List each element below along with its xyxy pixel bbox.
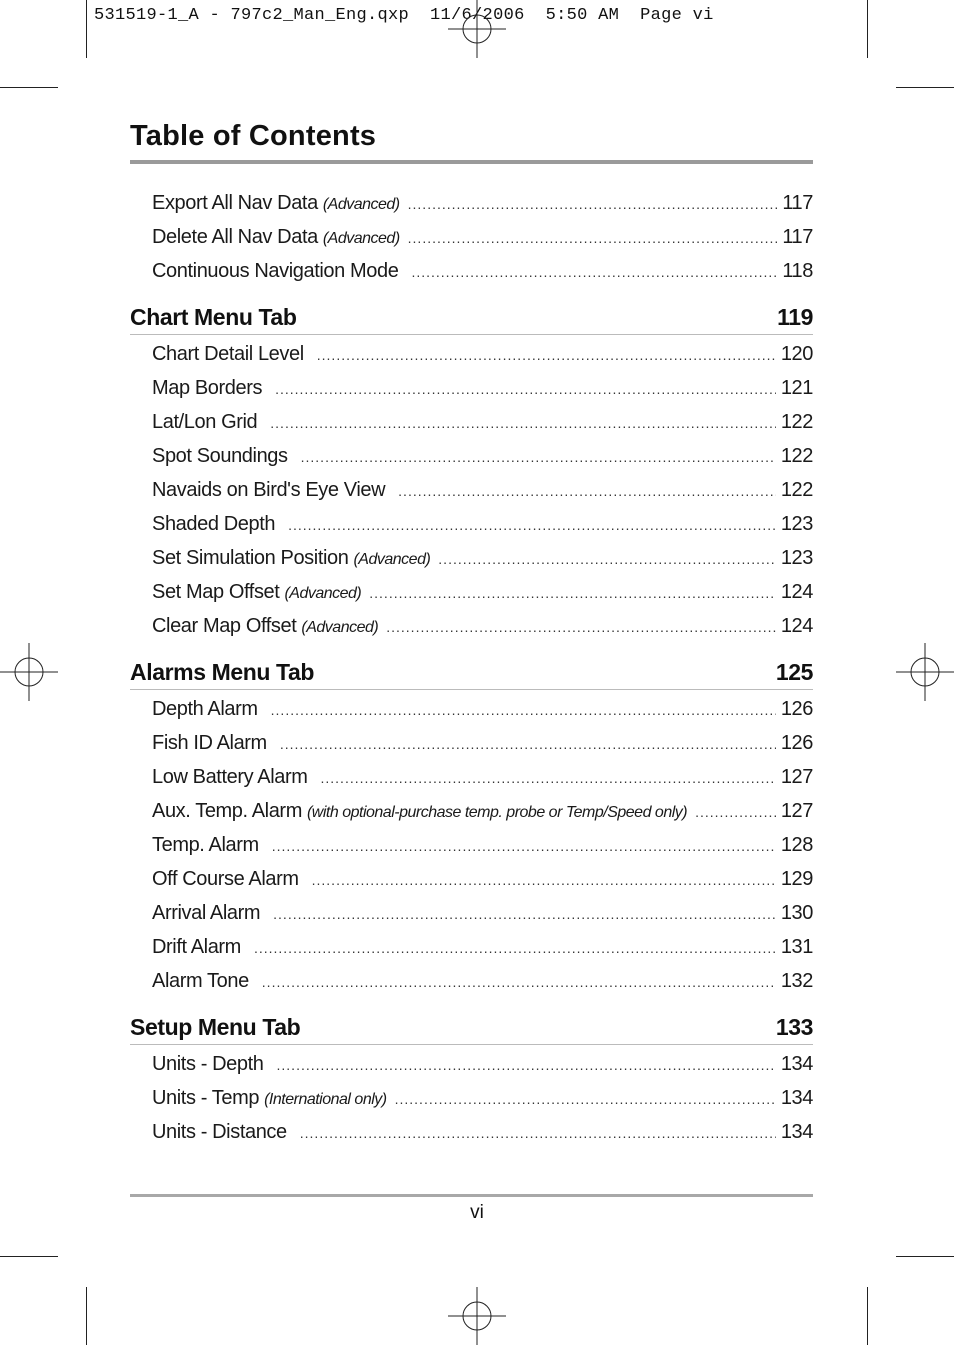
dot-leader bbox=[398, 474, 776, 508]
toc-entry-page: 122 bbox=[780, 445, 813, 467]
toc-entry-page: 117 bbox=[782, 226, 813, 248]
dot-leader bbox=[270, 406, 776, 440]
section-title: Setup Menu Tab bbox=[130, 1014, 301, 1040]
dot-leader bbox=[438, 542, 776, 576]
toc-entry[interactable] bbox=[130, 220, 813, 254]
toc-entry[interactable] bbox=[130, 930, 813, 964]
toc-entry-label: Units - Temp bbox=[152, 1087, 260, 1109]
toc-entry[interactable] bbox=[130, 862, 813, 896]
toc-entry-label: Fish ID Alarm bbox=[152, 732, 267, 754]
toc-entry-label: Depth Alarm bbox=[152, 698, 258, 720]
registration-mark-icon bbox=[448, 1287, 506, 1345]
toc-entry-page: 120 bbox=[780, 343, 813, 365]
toc-entry-label: Shaded Depth bbox=[152, 513, 276, 535]
toc-entry-label: Clear Map Offset bbox=[152, 615, 297, 637]
section-page: 133 bbox=[775, 1014, 813, 1040]
toc-entry-note: (Advanced) bbox=[322, 230, 400, 247]
toc-entry-page: 124 bbox=[780, 615, 813, 637]
title-rule bbox=[130, 160, 813, 164]
toc-entry[interactable] bbox=[130, 371, 813, 405]
toc-entry-note: (Advanced) bbox=[322, 196, 400, 213]
toc-entry-label: Spot Soundings bbox=[152, 445, 288, 467]
dot-leader bbox=[408, 221, 778, 255]
toc-entry[interactable] bbox=[130, 254, 813, 288]
toc-entry-page: 134 bbox=[780, 1053, 813, 1075]
crop-mark bbox=[896, 87, 954, 88]
page-number: vi bbox=[470, 1202, 484, 1223]
toc-entry-label: Drift Alarm bbox=[152, 936, 241, 958]
dot-leader bbox=[411, 255, 777, 289]
toc-entry-page: 126 bbox=[780, 732, 813, 754]
dot-leader bbox=[300, 1116, 776, 1150]
toc-entry[interactable] bbox=[130, 726, 813, 760]
toc-entry[interactable] bbox=[130, 439, 813, 473]
dot-leader bbox=[262, 965, 776, 999]
toc-entry-page: 122 bbox=[780, 411, 813, 433]
registration-mark-icon bbox=[448, 0, 506, 58]
toc-entry[interactable] bbox=[130, 507, 813, 541]
dot-leader bbox=[280, 727, 776, 761]
toc-entry-page: 131 bbox=[780, 936, 813, 958]
dot-leader bbox=[369, 576, 776, 610]
registration-mark-icon bbox=[896, 643, 954, 701]
toc-entry[interactable] bbox=[130, 1081, 813, 1115]
dot-leader bbox=[695, 795, 776, 829]
section-heading-setup-menu-tab[interactable] bbox=[130, 1010, 813, 1045]
toc-entry-page: 124 bbox=[780, 581, 813, 603]
toc-entry-label: Aux. Temp. Alarm bbox=[152, 800, 302, 822]
dot-leader bbox=[408, 187, 778, 221]
dot-leader bbox=[312, 863, 776, 897]
toc-entry[interactable] bbox=[130, 828, 813, 862]
toc-entry[interactable] bbox=[130, 186, 813, 220]
toc-entry-label: Continuous Navigation Mode bbox=[152, 260, 399, 282]
toc-entry-page: 117 bbox=[782, 192, 813, 214]
toc-entry-page: 129 bbox=[780, 868, 813, 890]
toc-entry-page: 118 bbox=[782, 260, 813, 282]
toc-entry[interactable] bbox=[130, 964, 813, 998]
toc-entry[interactable] bbox=[130, 405, 813, 439]
toc-entry-label: Chart Detail Level bbox=[152, 343, 304, 365]
toc-entry-label: Navaids on Bird's Eye View bbox=[152, 479, 386, 501]
toc-entry-label: Low Battery Alarm bbox=[152, 766, 308, 788]
toc-entry-label: Units - Distance bbox=[152, 1121, 287, 1143]
toc-entry-page: 128 bbox=[780, 834, 813, 856]
dot-leader bbox=[288, 508, 776, 542]
toc-entry-page: 132 bbox=[780, 970, 813, 992]
dot-leader bbox=[317, 338, 776, 372]
section-heading-alarms-menu-tab[interactable] bbox=[130, 655, 813, 690]
dot-leader bbox=[254, 931, 776, 965]
toc-entry[interactable] bbox=[130, 541, 813, 575]
section-page: 125 bbox=[775, 659, 813, 685]
dot-leader bbox=[395, 1082, 776, 1116]
toc-entry-label: Off Course Alarm bbox=[152, 868, 299, 890]
dot-leader bbox=[271, 693, 776, 727]
toc-entry-label: Alarm Tone bbox=[152, 970, 249, 992]
crop-mark bbox=[896, 1256, 954, 1257]
crop-mark bbox=[86, 0, 87, 58]
toc-entry-label: Temp. Alarm bbox=[152, 834, 259, 856]
toc-entry[interactable] bbox=[130, 692, 813, 726]
dot-leader bbox=[272, 829, 776, 863]
section-page: 119 bbox=[777, 304, 813, 330]
toc-entry-label: Export All Nav Data bbox=[152, 192, 318, 214]
dot-leader bbox=[386, 610, 776, 644]
crop-mark bbox=[0, 87, 58, 88]
table-of-contents bbox=[130, 186, 813, 1149]
toc-entry[interactable] bbox=[130, 609, 813, 643]
toc-entry[interactable] bbox=[130, 1047, 813, 1081]
toc-entry-note: (International only) bbox=[264, 1091, 387, 1108]
crop-mark bbox=[0, 1256, 58, 1257]
registration-mark-icon bbox=[0, 643, 58, 701]
toc-entry-label: Units - Depth bbox=[152, 1053, 264, 1075]
section-title: Chart Menu Tab bbox=[130, 304, 297, 330]
toc-entry-label: Arrival Alarm bbox=[152, 902, 261, 924]
toc-entry-note: (Advanced) bbox=[353, 551, 431, 568]
toc-entry[interactable] bbox=[130, 473, 813, 507]
page-title: Table of Contents bbox=[130, 120, 377, 152]
toc-entry-page: 121 bbox=[780, 377, 813, 399]
dot-leader bbox=[321, 761, 776, 795]
toc-entry-label: Set Map Offset bbox=[152, 581, 280, 603]
footer-rule bbox=[130, 1194, 813, 1197]
dot-leader bbox=[273, 897, 776, 931]
toc-entry-page: 122 bbox=[780, 479, 813, 501]
toc-entry-page: 123 bbox=[780, 547, 813, 569]
toc-entry[interactable] bbox=[130, 1115, 813, 1149]
toc-entry-label: Delete All Nav Data bbox=[152, 226, 318, 248]
crop-mark bbox=[867, 0, 868, 58]
toc-entry[interactable] bbox=[130, 896, 813, 930]
dot-leader bbox=[301, 440, 776, 474]
print-slug: 531519-1_A - 797c2_Man_Eng.qxp 11/6/2006 5:50 AM Page vi bbox=[94, 6, 714, 25]
toc-entry-page: 134 bbox=[780, 1121, 813, 1143]
toc-entry-label: Lat/Lon Grid bbox=[152, 411, 258, 433]
crop-mark bbox=[86, 1287, 87, 1345]
toc-entry-page: 123 bbox=[780, 513, 813, 535]
dot-leader bbox=[275, 372, 776, 406]
dot-leader bbox=[277, 1048, 776, 1082]
toc-entry[interactable] bbox=[130, 575, 813, 609]
toc-entry-page: 127 bbox=[780, 800, 813, 822]
toc-entry[interactable] bbox=[130, 794, 813, 828]
section-title: Alarms Menu Tab bbox=[130, 659, 314, 685]
section-heading-chart-menu-tab[interactable] bbox=[130, 300, 813, 335]
toc-entry[interactable] bbox=[130, 337, 813, 371]
toc-entry-label: Set Simulation Position bbox=[152, 547, 349, 569]
toc-entry-note: (with optional-purchase temp. probe or Temp/Speed only) bbox=[306, 804, 688, 821]
toc-entry-page: 134 bbox=[780, 1087, 813, 1109]
toc-entry-note: (Advanced) bbox=[284, 585, 362, 602]
crop-mark bbox=[867, 1287, 868, 1345]
toc-entry-page: 126 bbox=[780, 698, 813, 720]
toc-entry-page: 130 bbox=[780, 902, 813, 924]
toc-entry-label: Map Borders bbox=[152, 377, 263, 399]
toc-entry-note: (Advanced) bbox=[301, 619, 379, 636]
toc-entry[interactable] bbox=[130, 760, 813, 794]
toc-entry-page: 127 bbox=[780, 766, 813, 788]
